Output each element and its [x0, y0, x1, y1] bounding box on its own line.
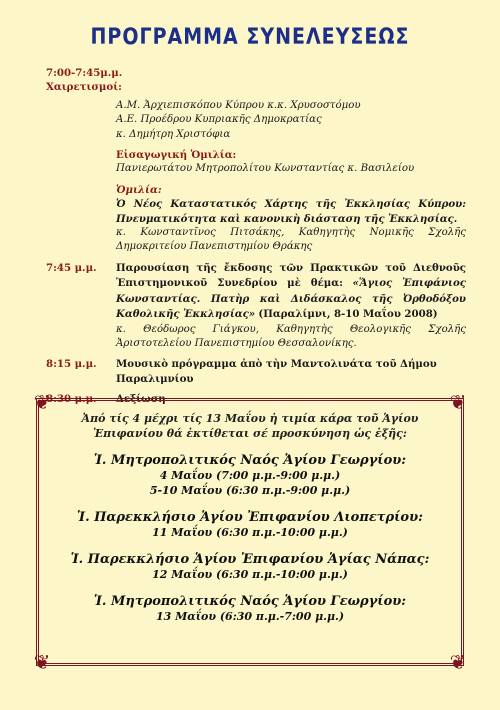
time-label: 8:30 μ.μ. — [46, 393, 97, 406]
program-item-greetings — [46, 66, 466, 95]
corner-ornament-icon: ❦ — [33, 390, 51, 414]
section-heading: μ.μ. Χαιρετισμοί: — [46, 67, 123, 94]
greeting-line: Α.Μ. Ἀρχιεπισκόπου Κύπρου κ.κ. Χρυσοστόμου — [116, 99, 361, 111]
time-label — [46, 66, 166, 95]
item-text: Δεξίωση — [116, 393, 166, 406]
program-item-presentation — [46, 261, 466, 351]
book-title: «Ἅγιος Ἐπιφάνιος Κωνσταντίας. Πατὴρ καὶ Διδάσκαλος τῆς Ὀρθοδόξου Καθολικῆς Ἐκκλησίας» — [116, 277, 466, 321]
box-intro: Ἀπό τίς 4 μέχρι τίς 13 Μαΐου ἡ τιμία κάρα τοῦ Ἁγίου Ἐπιφανίου θά ἐκτίθεται σέ προσκύνηση ὡς ἑξῆς: — [81, 412, 419, 440]
veneration-box — [33, 390, 467, 674]
greeting-line: κ. Δημήτρη Χριστόφια — [116, 128, 231, 140]
program-item-music — [46, 357, 466, 386]
venue-date: 11 Μαΐου (6:30 π.μ.-10:00 μ.μ.) — [152, 526, 348, 539]
section-heading: Εἰσαγωγική Ὁμιλία: — [116, 149, 237, 162]
item-text: Μουσικὸ πρόγραμμα ἀπὸ τὴν Μαντολινάτα τοῦ Δήμου Παραλιμνίου — [116, 358, 437, 385]
venue-name: Ἱ. Μητροπολιτικός Ναός Ἁγίου Γεωργίου: — [93, 453, 407, 468]
corner-ornament-icon: ❦ — [33, 650, 51, 674]
venue-date: 5-10 Μαΐου (6:30 π.μ.-9:00 μ.μ.) — [149, 484, 351, 497]
time-label: 7:45 μ.μ. — [46, 261, 97, 274]
venue-name: Ἱ. Μητροπολιτικός Ναός Ἁγίου Γεωργίου: — [93, 594, 407, 609]
time-value: 7:00-7:45 — [46, 67, 101, 79]
time-label: 8:15 μ.μ. — [46, 358, 97, 371]
talk-title: Ὁ Νέος Καταστατικός Χάρτης τῆς Ἐκκλησίας Κύπρου: Πνευματικότητα καὶ κανονικὴ διάσταση τῆς Ἐκκλησίας. — [116, 198, 466, 225]
page-title: ΠΡΟΓΡΑΜΜΑ ΣΥΝΕΛΕΥΣΕΩΣ — [90, 24, 410, 50]
section-heading: Ὁμιλία: — [116, 183, 162, 196]
item-text: Παρουσίαση τῆς ἔκδοσης τῶν Πρακτικῶν τοῦ Διεθνοῦς Ἐπιστημονικοῦ Συνεδρίου μὲ θέμα: — [116, 261, 466, 290]
speaker-line: Πανιερωτάτου Μητροπολίτου Κωνσταντίας κ. Βασιλείου — [116, 163, 415, 175]
book-details: (Παραλίμνι, 8-10 Μαΐου 2008) — [258, 308, 438, 321]
venue-name: Ἱ. Παρεκκλήσιο Ἁγίου Ἐπιφανίου Λιοπετρίου: — [77, 510, 423, 525]
venue-name: Ἱ. Παρεκκλήσιο Ἁγίου Ἐπιφανίου Ἁγίας Νάπας: — [70, 552, 430, 567]
venue-date: 12 Μαΐου (6:30 π.μ.-10:00 μ.μ.) — [152, 568, 348, 581]
speaker-line: κ. Κωνσταντῖνος Πιτσάκης, Καθηγητὴς Νομικῆς Σχολῆς Δημοκριτείου Πανεπιστημίου Θράκης — [116, 227, 466, 253]
greeting-line: Α.Ε. Προέδρου Κυπριακῆς Δημοκρατίας — [116, 114, 322, 126]
speaker-line: κ. Θεόδωρος Γιάγκου, Καθηγητὴς Θεολογικῆς Σχολῆς Ἀριστοτελείου Πανεπιστημίου Θεσσαλονίκης. — [116, 323, 466, 349]
venue-date: 13 Μαΐου (6:30 π.μ.-7:00 μ.μ.) — [155, 610, 345, 623]
corner-ornament-icon: ❦ — [449, 650, 467, 674]
program-list — [46, 66, 466, 411]
corner-ornament-icon: ❦ — [449, 390, 467, 414]
venue-date: 4 Μαΐου (7:00 μ.μ.-9:00 μ.μ.) — [159, 469, 341, 482]
